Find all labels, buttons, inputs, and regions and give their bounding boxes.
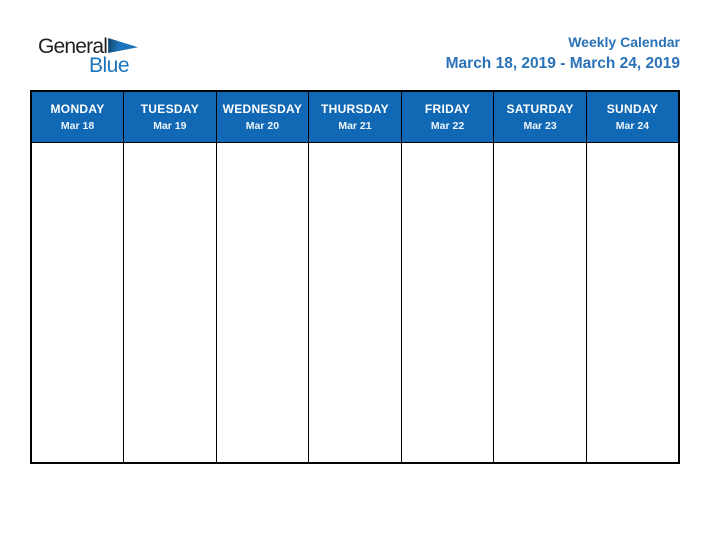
- day-date: Mar 21: [338, 119, 372, 132]
- day-header-saturday: [494, 91, 587, 142]
- calendar-title: Weekly Calendar: [568, 34, 680, 50]
- weekly-calendar-table: [30, 90, 680, 464]
- day-name: THURSDAY: [320, 101, 389, 116]
- day-name: SUNDAY: [606, 101, 659, 116]
- day-cell-sunday: [586, 142, 679, 463]
- day-header-wednesday: [216, 91, 309, 142]
- general-blue-logo: [38, 36, 138, 76]
- logo-blue-text: Blue: [88, 54, 129, 77]
- calendar-header-row: [31, 91, 679, 142]
- day-name: SATURDAY: [506, 101, 574, 116]
- day-cell-wednesday: [216, 142, 309, 463]
- day-header-sunday: [586, 91, 679, 142]
- day-name: FRIDAY: [424, 101, 471, 116]
- day-header-monday: [31, 91, 124, 142]
- day-date: Mar 19: [153, 119, 187, 132]
- day-date: Mar 23: [523, 119, 557, 132]
- day-header-friday: [401, 91, 494, 142]
- day-name: TUESDAY: [140, 101, 200, 116]
- calendar-body-row: [31, 142, 679, 463]
- day-date: Mar 22: [430, 119, 465, 132]
- day-cell-saturday: [494, 142, 587, 463]
- day-cell-friday: [401, 142, 494, 463]
- day-header-thursday: [309, 91, 402, 142]
- logo-flag-icon: [108, 38, 138, 53]
- day-header-tuesday: [124, 91, 217, 142]
- day-date: Mar 18: [60, 119, 95, 132]
- day-cell-tuesday: [124, 142, 217, 463]
- logo-general-text: General: [38, 35, 108, 58]
- day-cell-thursday: [309, 142, 402, 463]
- title-block: [446, 34, 680, 73]
- day-cell-monday: [31, 142, 124, 463]
- day-name: WEDNESDAY: [222, 101, 303, 116]
- day-date: Mar 20: [245, 119, 280, 132]
- calendar-date-range: March 18, 2019 - March 24, 2019: [445, 54, 680, 72]
- day-name: MONDAY: [50, 101, 105, 116]
- day-date: Mar 24: [615, 119, 650, 132]
